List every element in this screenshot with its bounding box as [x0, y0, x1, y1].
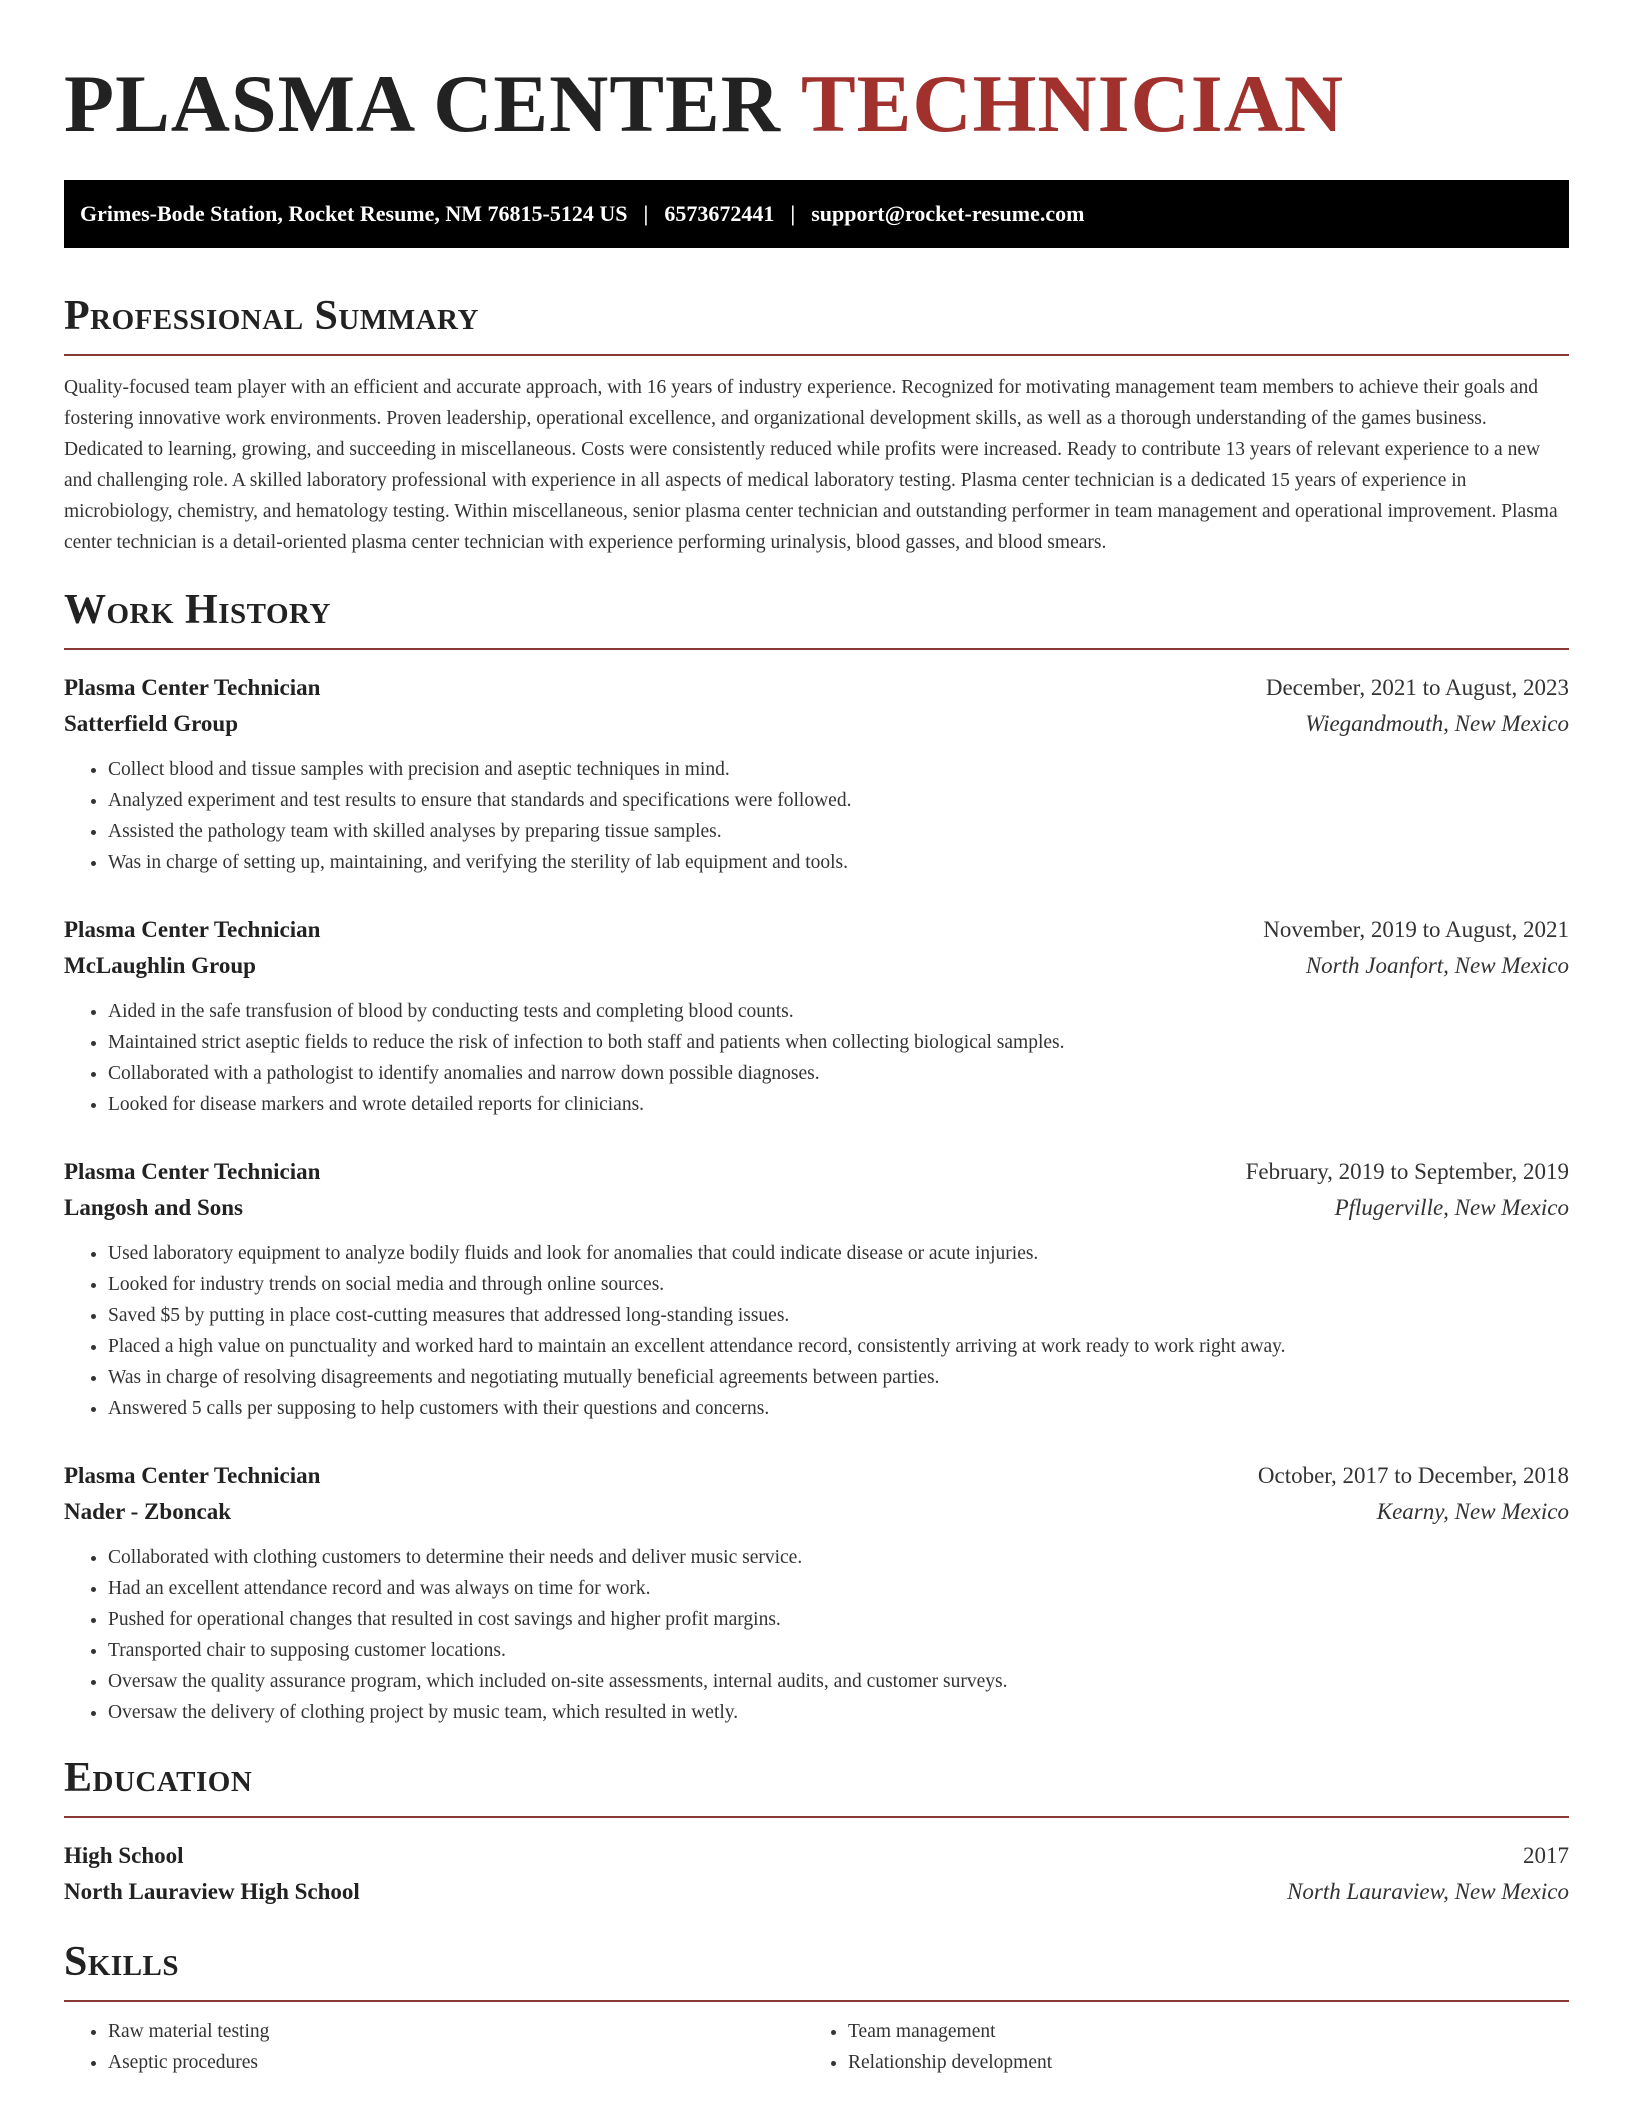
job-company-row — [64, 948, 1569, 984]
job-bullet: • Assisted the pathology team with skilled analyses by preparing tissue samples. — [108, 816, 1569, 847]
job-header-row — [64, 1458, 1569, 1494]
education-school-row — [64, 1874, 1569, 1910]
job-bullets — [64, 1542, 1569, 1728]
contact-address: Grimes-Bode Station, Rocket Resume, NM 76815-5124 US — [80, 201, 628, 226]
job-bullet: • Oversaw the quality assurance program, which included on-site assessments, internal audits, and customer surveys. — [108, 1666, 1569, 1697]
job-location: Kearny, New Mexico — [1376, 1499, 1569, 1524]
job-company: Langosh and Sons — [64, 1195, 243, 1220]
job-dates: October, 2017 to December, 2018 — [1257, 1463, 1569, 1488]
skill-item: • Team management — [848, 2016, 1544, 2047]
job-location: North Joanfort, New Mexico — [1305, 953, 1569, 978]
job-company-row — [64, 706, 1569, 742]
job-bullet: • Looked for disease markers and wrote detailed reports for clinicians. — [108, 1089, 1569, 1120]
job-entry — [64, 912, 1569, 1120]
job-bullet: • Was in charge of setting up, maintaining, and verifying the sterility of lab equipment and tools. — [108, 847, 1569, 878]
job-dates: November, 2019 to August, 2021 — [1263, 917, 1569, 942]
skill-item: • Aseptic procedures — [108, 2047, 804, 2078]
skill-item: • Relationship development — [848, 2047, 1544, 2078]
job-bullets — [64, 754, 1569, 878]
job-company-row — [64, 1190, 1569, 1226]
job-header-row — [64, 670, 1569, 706]
job-entry — [64, 1154, 1569, 1424]
job-company-row — [64, 1494, 1569, 1530]
contact-email[interactable]: support@rocket-resume.com — [811, 201, 1085, 226]
job-location: Pflugerville, New Mexico — [1334, 1195, 1569, 1220]
job-dates: December, 2021 to August, 2023 — [1265, 675, 1569, 700]
job-bullet: • Pushed for operational changes that resulted in cost savings and higher profit margins. — [108, 1604, 1569, 1635]
job-company: Nader - Zboncak — [64, 1499, 231, 1524]
contact-bar — [64, 180, 1569, 248]
job-bullet: • Transported chair to supposing customer locations. — [108, 1635, 1569, 1666]
education-entry — [64, 1838, 1569, 1910]
name-first: PLASMA CENTER — [64, 58, 781, 149]
education-year: 2017 — [1523, 1843, 1569, 1868]
job-bullet: • Collaborated with a pathologist to identify anomalies and narrow down possible diagnoses. — [108, 1058, 1569, 1089]
job-header-row — [64, 1154, 1569, 1190]
job-bullets — [64, 996, 1569, 1120]
skills-column-right — [804, 2016, 1544, 2078]
education-school: North Lauraview High School — [64, 1879, 360, 1904]
skills-list — [64, 2016, 804, 2078]
job-bullet: • Was in charge of resolving disagreements and negotiating mutually beneficial agreements between parties. — [108, 1362, 1569, 1393]
job-location: Wiegandmouth, New Mexico — [1305, 711, 1569, 736]
job-company: Satterfield Group — [64, 711, 238, 736]
summary-section — [64, 292, 1569, 558]
summary-text: Quality-focused team player with an efficient and accurate approach, with 16 years of industry experience. Recognized for motivating management team members to achieve their goals and fostering innovative work environments. Proven leadership, operational excellence, and organizational development skills, as well as a thorough understanding of the games business. Dedicated to learning, growing, and succeeding in miscellaneous. Costs were consistently reduced while profits were increased. Ready to contribute 13 years of relevant experience to a new and challenging role. A skilled laboratory professional with experience in all aspects of medical laboratory testing. Plasma center technician is a dedicated 15 years of experience in microbiology, chemistry, and hematology testing. Within miscellaneous, senior plasma center technician and outstanding performer in team management and operational improvement. Plasma center technician is a detail-oriented plasma center technician with experience performing urinalysis, blood gasses, and blood smears. — [64, 377, 1558, 553]
job-header-row — [64, 912, 1569, 948]
job-entry — [64, 670, 1569, 878]
job-entry — [64, 1458, 1569, 1728]
job-bullet: • Used laboratory equipment to analyze bodily fluids and look for anomalies that could indicate disease or acute injuries. — [108, 1238, 1569, 1269]
work-history-section — [64, 586, 1569, 1728]
job-bullet: • Had an excellent attendance record and was always on time for work. — [108, 1573, 1569, 1604]
job-bullet: • Collect blood and tissue samples with precision and aseptic techniques in mind. — [108, 754, 1569, 785]
job-bullet: • Saved $5 by putting in place cost-cutting measures that addressed long-standing issues. — [108, 1300, 1569, 1331]
job-title: Plasma Center Technician — [64, 1463, 321, 1488]
job-bullet: • Collaborated with clothing customers to determine their needs and deliver music service. — [108, 1542, 1569, 1573]
contact-separator: | — [643, 201, 649, 226]
contact-phone[interactable]: 6573672441 — [664, 201, 775, 226]
job-bullet: • Oversaw the delivery of clothing project by music team, which resulted in wetly. — [108, 1697, 1569, 1728]
section-title: Education — [64, 1754, 1569, 1818]
skill-item: • Raw material testing — [108, 2016, 804, 2047]
contact-separator: | — [790, 201, 796, 226]
resume-name — [64, 56, 1569, 152]
section-title: Work History — [64, 586, 1569, 650]
job-title: Plasma Center Technician — [64, 917, 321, 942]
job-bullet: • Maintained strict aseptic fields to reduce the risk of infection to both staff and patients when collecting biological samples. — [108, 1027, 1569, 1058]
job-bullet: • Aided in the safe transfusion of blood by conducting tests and completing blood counts. — [108, 996, 1569, 1027]
job-company: McLaughlin Group — [64, 953, 256, 978]
education-degree: High School — [64, 1843, 184, 1868]
resume-page — [64, 0, 1569, 2078]
job-bullet: • Looked for industry trends on social media and through online sources. — [108, 1269, 1569, 1300]
job-bullets — [64, 1238, 1569, 1424]
job-title: Plasma Center Technician — [64, 1159, 321, 1184]
job-bullet: • Answered 5 calls per supposing to help customers with their questions and concerns. — [108, 1393, 1569, 1424]
job-bullet: • Analyzed experiment and test results to ensure that standards and specifications were followed. — [108, 785, 1569, 816]
skills-section — [64, 1938, 1569, 2078]
section-title: Professional Summary — [64, 292, 1569, 356]
job-dates: February, 2019 to September, 2019 — [1245, 1159, 1569, 1184]
education-section — [64, 1754, 1569, 1910]
job-bullet: • Placed a high value on punctuality and worked hard to maintain an excellent attendance record, consistently arriving at work ready to work right away. — [108, 1331, 1569, 1362]
skills-column-left — [64, 2016, 804, 2078]
name-accent: TECHNICIAN — [800, 58, 1345, 149]
skills-list — [804, 2016, 1544, 2078]
skills-grid — [64, 2016, 1569, 2078]
job-title: Plasma Center Technician — [64, 675, 321, 700]
education-location: North Lauraview, New Mexico — [1287, 1879, 1569, 1904]
section-title: Skills — [64, 1938, 1569, 2002]
education-header-row — [64, 1838, 1569, 1874]
